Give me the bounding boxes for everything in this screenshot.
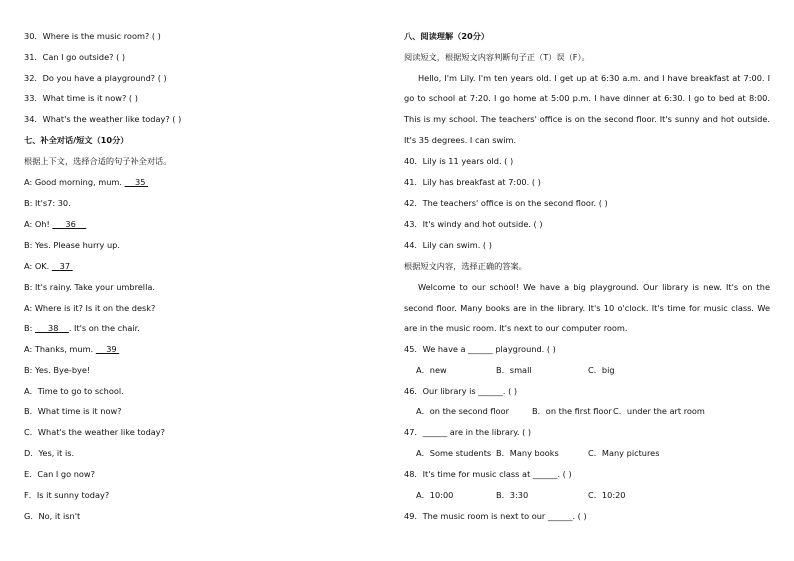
question-42: 42．The teachers' office is on the second floor. ( )	[404, 198, 608, 208]
dialog-line: B: Yes. Please hurry up.	[24, 240, 120, 250]
question-34: 34．What's the weather like today? ( )	[24, 114, 182, 124]
blank-38: 38	[48, 323, 59, 333]
passage-1-line: Hello, I'm Lily. I'm ten years old. I get up at 6:30 a.m. and I have breakfast at 7:00. I	[418, 73, 770, 83]
q45-option-b: B．small	[496, 365, 532, 375]
q46-option-c: C．under the art room	[613, 406, 705, 416]
section-8-title: 八、阅读理解（20分）	[404, 31, 490, 41]
section-7-instruction: 根据上下文，选择合适的句子补全对话。	[24, 156, 172, 166]
q46-option-a: A．on the second floor	[416, 406, 509, 416]
question-47: 47．______ are in the library. ( )	[404, 427, 532, 437]
dialog-line: B: It's7: 30.	[24, 198, 71, 208]
option-g: G．No, it isn't	[24, 511, 81, 521]
q45-option-a: A．new	[416, 365, 447, 375]
dialog-line: A: OK. 37	[24, 260, 73, 272]
blank-39: 39	[106, 344, 117, 354]
section-7-title: 七、补全对话/短文（10分）	[24, 135, 129, 145]
blank-37: 37	[59, 261, 71, 271]
question-41: 41．Lily has breakfast at 7:00. ( )	[404, 177, 541, 187]
question-46: 46．Our library is ______. ( )	[404, 386, 518, 396]
dialog-line: A: Oh! 36	[24, 218, 86, 230]
option-d: D．Yes, it is.	[24, 448, 75, 458]
option-e: E．Can I go now?	[24, 469, 95, 479]
q48-option-c: C．10:20	[588, 490, 626, 500]
question-45: 45．We have a ______ playground. ( )	[404, 344, 556, 354]
passage-2-line: Welcome to our school! We have a big playground. Our library is new. It's on the	[418, 282, 770, 292]
blank-35: 35	[135, 177, 146, 187]
q46-option-b: B．on the first floor	[532, 406, 612, 416]
blank-36: 36	[65, 219, 76, 229]
dialog-line: B: Yes. Bye-bye!	[24, 365, 91, 375]
question-32: 32．Do you have a playground? ( )	[24, 73, 167, 83]
passage-1-line: go to school at 7:20. I go home at 5:00 p.m. I have dinner at 6:30. I go to bed at 8:00.	[404, 93, 770, 103]
option-b: B．What time is it now?	[24, 406, 122, 416]
question-33: 33．What time is it now? ( )	[24, 93, 138, 103]
q48-option-a: A．10:00	[416, 490, 454, 500]
q47-option-a: A．Some students	[416, 448, 492, 458]
passage-2-line: second floor. Many books are in the library. It's 10 o'clock. It's time for music class. We	[404, 303, 770, 313]
q48-option-b: B．3:30	[496, 490, 529, 500]
dialog-line: B: 38 . It's on the chair.	[24, 323, 140, 333]
q47-option-b: B．Many books	[496, 448, 559, 458]
passage-2-line: are in the music room. It's next to our computer room.	[404, 323, 628, 333]
dialog-line: A: Where is it? Is it on the desk?	[24, 303, 156, 313]
option-a: A．Time to go to school.	[24, 386, 124, 396]
option-c: C．What's the weather like today?	[24, 427, 165, 437]
question-48: 48．It's time for music class at ______. ( )	[404, 469, 572, 479]
question-44: 44．Lily can swim. ( )	[404, 240, 492, 250]
question-30: 30．Where is the music room? ( )	[24, 31, 161, 41]
question-31: 31．Can I go outside? ( )	[24, 52, 126, 62]
dialog-line: A: Good morning, mum. 35	[24, 176, 148, 188]
dialog-line: B: It's rainy. Take your umbrella.	[24, 282, 155, 292]
section-8-instruction-2: 根据短文内容，选择正确的答案。	[404, 261, 527, 271]
q45-option-c: C．big	[588, 365, 615, 375]
passage-1-line: This is my school. The teachers' office is on the second floor. It's sunny and hot outside.	[404, 114, 770, 124]
option-f: F．Is it sunny today?	[24, 490, 110, 500]
question-49: 49．The music room is next to our ______. ( )	[404, 511, 587, 521]
question-40: 40．Lily is 11 years old. ( )	[404, 156, 514, 166]
q47-option-c: C．Many pictures	[588, 448, 660, 458]
question-43: 43．It's windy and hot outside. ( )	[404, 219, 543, 229]
dialog-line: A: Thanks, mum. 39	[24, 343, 119, 355]
passage-1-line: It's 35 degrees. I can swim.	[404, 135, 517, 145]
section-8-instruction-1: 阅读短文，根据短文内容判断句子正（T）误（F）。	[404, 52, 590, 62]
